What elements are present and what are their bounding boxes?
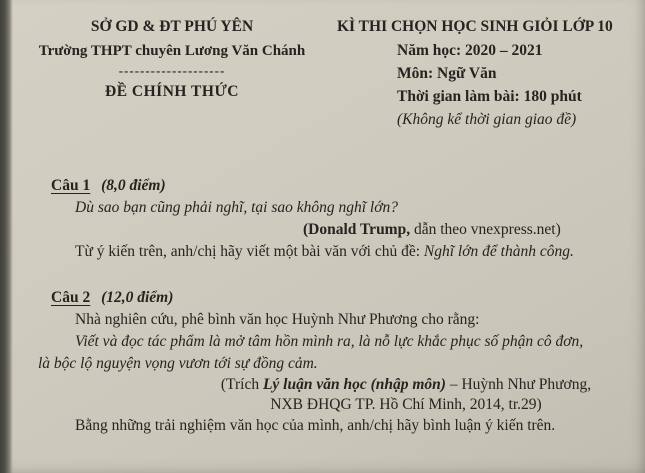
duration: Thời gian làm bài: 180 phút [397,88,582,105]
exam-header [13,0,645,131]
citation-suffix: – Huỳnh Như Phương, [445,376,592,393]
task-topic: Nghĩ lớn để thành công. [423,243,574,260]
official-exam-label: ĐỀ CHÍNH THỨC [105,83,239,100]
exam-info-block [331,15,645,131]
question-1-quote: Dù sao bạn cũng phải nghĩ, tại sao không nghĩ lớn? [75,199,399,216]
question-1-label: Câu 1 [51,177,91,194]
scan-shadow-edge [0,0,13,473]
question-2-citation [171,375,641,415]
question-2-quote-line1: Viết và đọc tác phẩm là mở tâm hồn mình ra, là nỗ lực khắc phục số phận cô đơn, [75,333,584,350]
citation-line1 [171,375,641,395]
school-name: Trường THPT chuyên Lương Văn Chánh [38,43,306,59]
exam-title: KÌ THI CHỌN HỌC SINH GIỎI LỚP 10 [337,18,613,35]
question-2-intro: Nhà nghiên cứu, phê bình văn học Huỳnh Như Phương cho rằng: [75,311,480,328]
question-1-points: (8,0 điểm) [101,177,166,194]
citation-work-title: Lý luận văn học (nhập môn) [262,376,446,393]
question-2 [13,287,645,437]
subject: Môn: Ngữ Văn [397,65,497,82]
issuer-block [13,15,331,131]
department-name: SỞ GD & ĐT PHÚ YÊN [90,18,254,35]
question-1-attribution [303,219,645,241]
citation-line2: NXB ĐHQG TP. Hồ Chí Minh, 2014, tr.29) [270,396,542,413]
page-content [13,0,645,473]
question-1-task [75,241,645,263]
task-prefix: Từ ý kiến trên, anh/chị hãy viết một bài văn với chủ đề: [75,243,424,260]
attribution-source: dẫn theo vnexpress.net) [410,221,561,238]
question-2-points: (12,0 điểm) [101,289,174,306]
question-2-quote-line2: là bộc lộ nguyện vọng vươn tới sự đồng cảm. [38,355,318,372]
school-year: Năm học: 2020 – 2021 [397,42,543,59]
question-1 [13,175,645,263]
citation-prefix: (Trích [220,376,263,393]
duration-note: (Không kể thời gian giao đề) [397,111,577,128]
question-2-task: Bằng những trải nghiệm văn học của mình, anh/chị hãy bình luận ý kiến trên. [75,417,556,434]
dashed-separator: -------------------- [118,63,226,78]
question-1-heading [51,175,645,197]
question-2-heading [51,287,645,309]
question-2-label: Câu 2 [51,289,91,306]
attribution-author: (Donald Trump, [303,221,411,238]
